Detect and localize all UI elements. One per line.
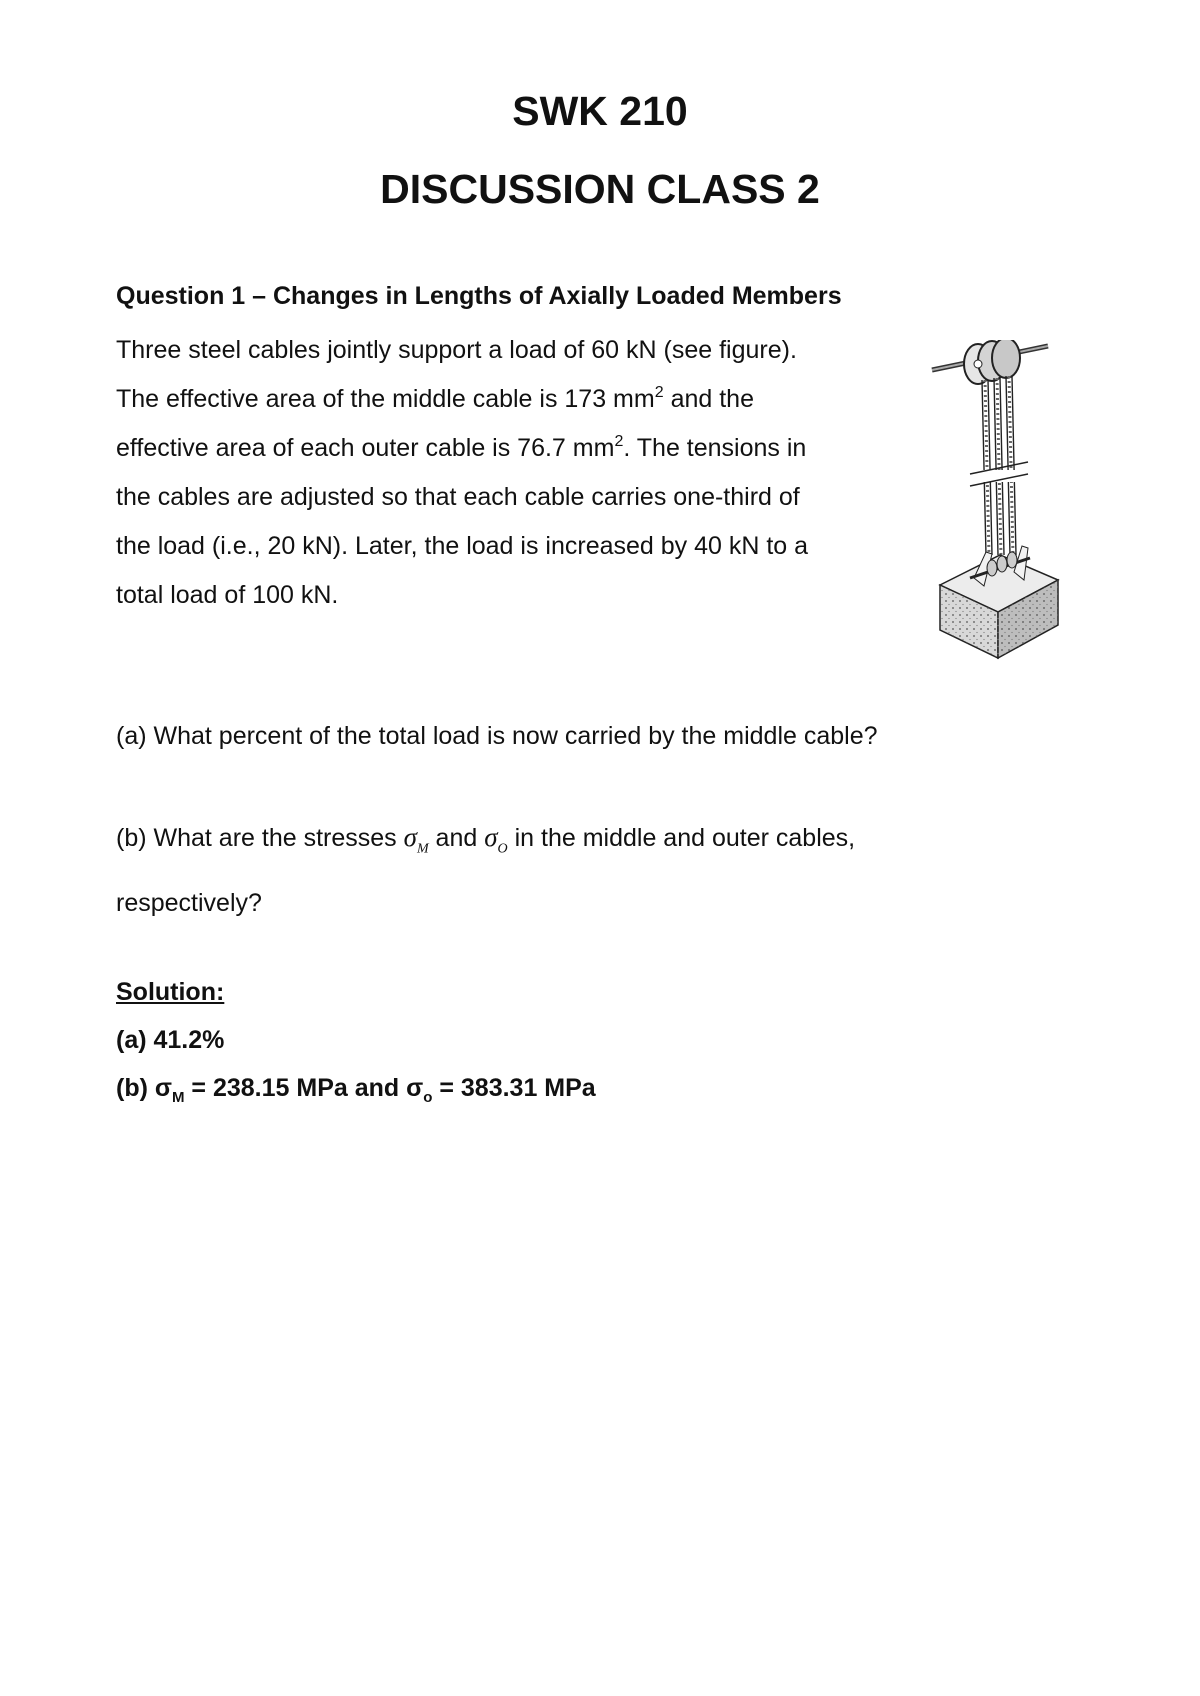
paragraph-line: Three steel cables jointly support a load of 60 kN (see figure). xyxy=(116,336,797,364)
question-heading: Question 1 – Changes in Lengths of Axially Loaded Members xyxy=(116,282,842,310)
superscript: 2 xyxy=(614,433,624,450)
text: and the xyxy=(663,385,754,413)
solution-answer-a: (a) 41.2% xyxy=(116,1026,225,1054)
paragraph-line xyxy=(116,810,1016,876)
paragraph-line xyxy=(116,424,916,473)
superscript: 2 xyxy=(654,384,664,401)
solution-answer-b: (b) $\sigma_M = 238.15$ MPa and $\sigma_o = 383.31$ MPa xyxy=(116,1074,596,1106)
paragraph-line: the cables are adjusted so that each cable carries one-third of xyxy=(116,483,800,511)
paragraph-line xyxy=(116,375,916,424)
paragraph-line: respectively? xyxy=(116,889,262,918)
paragraph-line: total load of 100 kN. xyxy=(116,581,339,609)
sigma-m-symbol: $\sigma_M$ xyxy=(403,822,429,857)
text: (b) What are the stresses xyxy=(116,824,404,852)
part-a-question: (a) What percent of the total load is now carried by the middle cable? xyxy=(116,722,878,750)
part-b-question xyxy=(116,810,1016,930)
text: . The tensions in xyxy=(623,434,807,462)
paragraph-line: the load (i.e., 20 kN). Later, the load is increased by 40 kN to a xyxy=(116,532,809,560)
course-code: SWK 210 xyxy=(512,88,688,134)
text: in the middle and outer cables, xyxy=(507,824,856,852)
text: The effective area of the middle cable is 173 mm xyxy=(116,385,655,413)
solution-heading: Solution: xyxy=(116,978,225,1006)
sigma-o-symbol: $\sigma_O$ xyxy=(484,822,508,857)
text: effective area of each outer cable is 76.7 mm xyxy=(116,434,615,462)
cable-figure-illustration xyxy=(930,340,1060,670)
class-title: DISCUSSION CLASS 2 xyxy=(380,166,820,212)
question-paragraph xyxy=(116,326,916,620)
text: and xyxy=(428,824,485,852)
